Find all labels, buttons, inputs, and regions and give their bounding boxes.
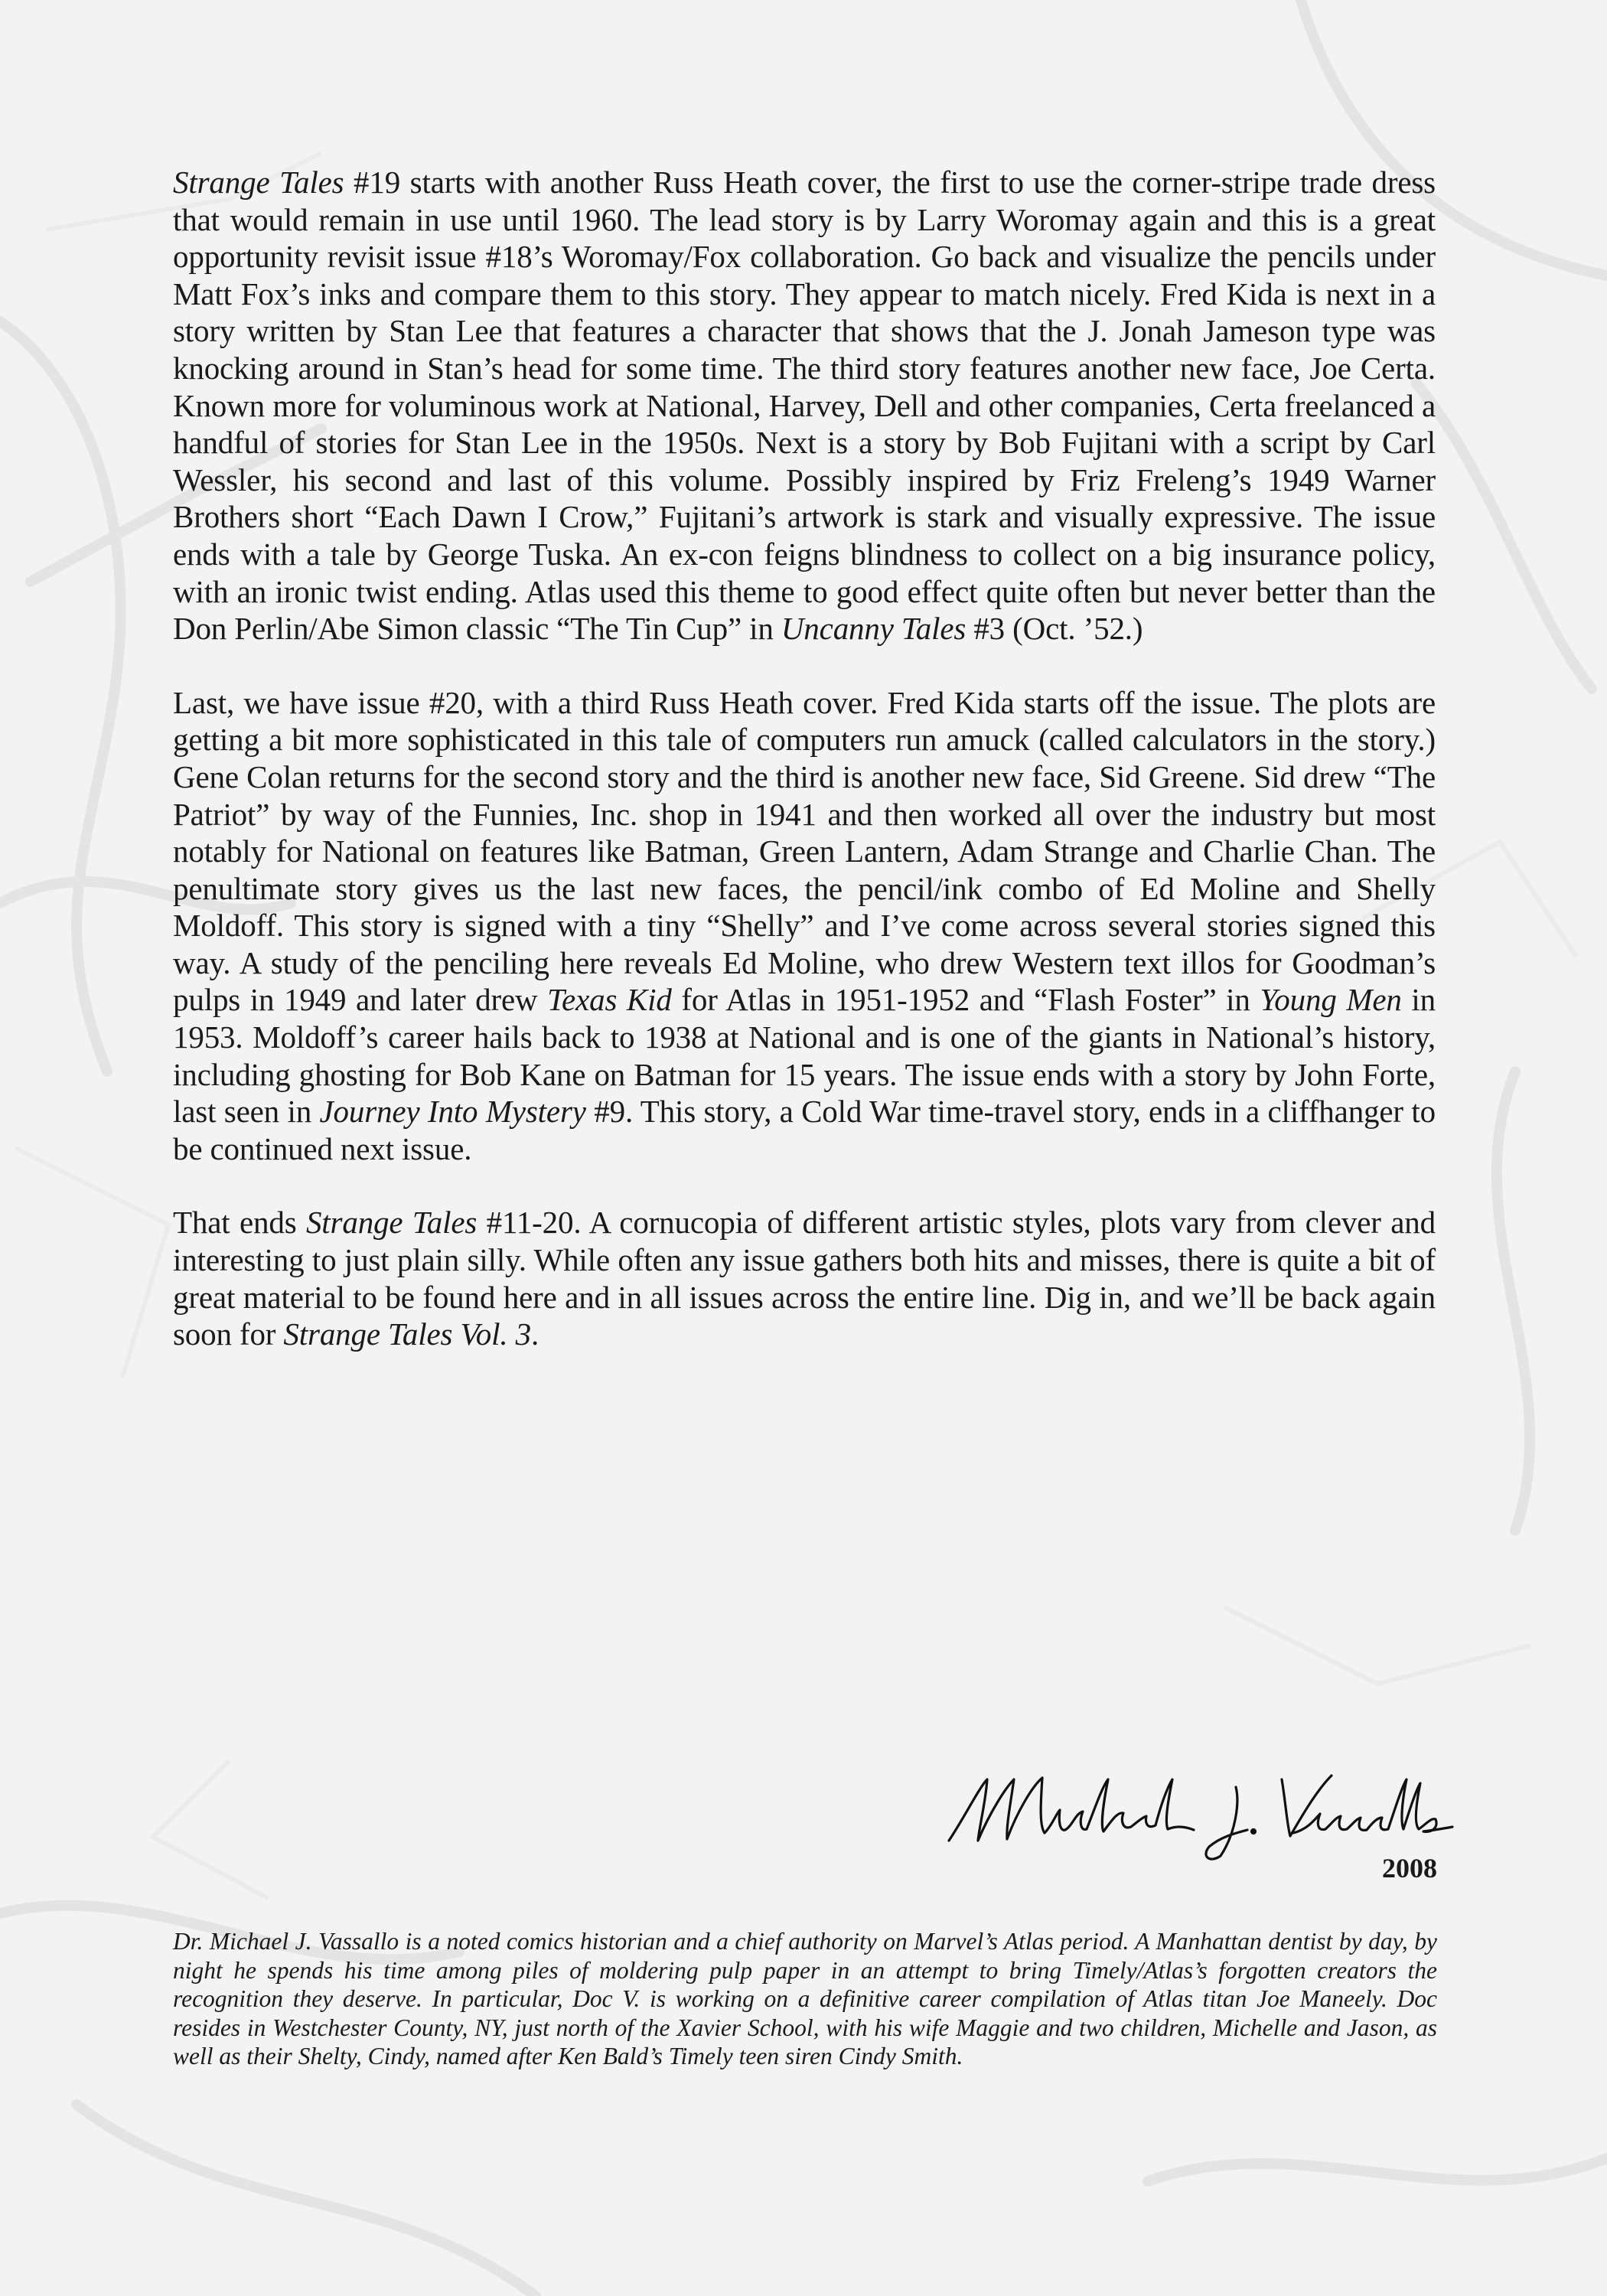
text-run: Last, we have issue #20, with a third Russ Heath cover. Fred Kida starts off the issue. The plots are getting a bit more sophisticated in this tale of computers run amuck (called calculators in the story.) Gene Colan returns for the second story and the third is another new face, Sid Greene. Sid drew “The Patriot” by way of the Funnies, Inc. shop in 1941 and then worked all over the industry but most notably for National on features like Batman, Green Lantern, Adam Strange and Charlie Chan. The penultimate story gives us the last new faces, the pencil/ink combo of Ed Moline and Shelly Moldoff. This story is signed with a tiny “Shelly” and I’ve come across several stories signed this way. A study of the penciling here reveals Ed Moline, who drew Western text illos for Goodman’s pulps in 1949 and later drew	[173, 684, 1436, 1018]
title-strange-tales: Strange Tales	[305, 1205, 478, 1241]
paragraph-issue-19	[173, 164, 1436, 647]
paragraph-issue-20	[173, 684, 1436, 1168]
signature-year: 2008	[1382, 1853, 1437, 1883]
text-run: #9. This story, a Cold War time-travel story, ends in a cliffhanger to be continued next issue.	[173, 1094, 1436, 1166]
title-journey-into-mystery: Journey Into Mystery	[319, 1094, 586, 1130]
text-run: #11-20. A cornucopia of different artistic styles, plots vary from clever and interesting to just plain silly. While often any issue gathers both hits and misses, there is quite a bit of great material to be found here and in all issues across the entire line. Dig in, and we’ll be back again soon for	[173, 1205, 1436, 1352]
signature-block	[934, 1756, 1454, 1883]
title-uncanny-tales: Uncanny Tales	[781, 611, 966, 647]
title-young-men: Young Men	[1260, 982, 1402, 1018]
title-texas-kid: Texas Kid	[547, 982, 672, 1018]
text-run: #3 (Oct. ’52.)	[966, 611, 1143, 647]
article-body	[173, 164, 1436, 1390]
signature	[934, 1756, 1454, 1864]
text-run: .	[530, 1316, 539, 1352]
title-strange-tales-vol-3: Strange Tales Vol. 3	[283, 1316, 531, 1352]
title-strange-tales: Strange Tales	[173, 165, 344, 200]
text-run: That ends	[173, 1205, 306, 1241]
text-run: #19 starts with another Russ Heath cover, the first to use the corner-stripe trade dress that would remain in use until 1960. The lead story is by Larry Woromay again and this is a great opportunity revisit issue #18’s Woromay/Fox collaboration. Go back and visualize the pencils under Matt Fox’s inks and compare them to this story. They appear to match nicely. Fred Kida is next in a story written by Stan Lee that features a character that shows that the J. Jonah Jameson type was knocking around in Stan’s head for some time. The third story features another new face, Joe Certa. Known more for voluminous work at National, Harvey, Dell and other companies, Certa freelanced a handful of stories for Stan Lee in the 1950s. Next is a story by Bob Fujitani with a script by Carl Wessler, his second and last of this volume. Possibly inspired by Friz Freleng’s 1949 Warner Brothers short “Each Dawn I Crow,” Fujitani’s artwork is stark and visually expressive. The issue ends with a tale by George Tuska. An ex-con feigns blindness to collect on a big insurance policy, with an ironic twist ending. Atlas used this theme to good effect quite often but never better than the Don Perlin/Abe Simon classic “The Tin Cup” in	[173, 165, 1436, 647]
text-run: in 1953. Moldoff’s career hails back to 1938 at National and is one of the giants in National’s history, including ghosting for Bob Kane on Batman for 15 years. The issue ends with a story by John Forte, last seen in	[173, 982, 1436, 1130]
text-run: for Atlas in 1951-1952 and “Flash Foster” in	[671, 982, 1260, 1018]
author-bio: Dr. Michael J. Vassallo is a noted comics historian and a chief authority on Marvel’s Atlas period. A Manhattan dentist by day, by night he spends his time among piles of moldering pulp paper in an attempt to bring Timely/Atlas’s forgotten creators the recognition they deserve. In particular, Doc V. is working on a definitive career compilation of Atlas titan Joe Maneely. Doc resides in Westchester County, NY, just north of the Xavier School, with his wife Maggie and two children, Michelle and Jason, as well as their Shelty, Cindy, named after Ken Bald’s Timely teen siren Cindy Smith.	[173, 1928, 1437, 2069]
paragraph-conclusion	[173, 1204, 1436, 1352]
